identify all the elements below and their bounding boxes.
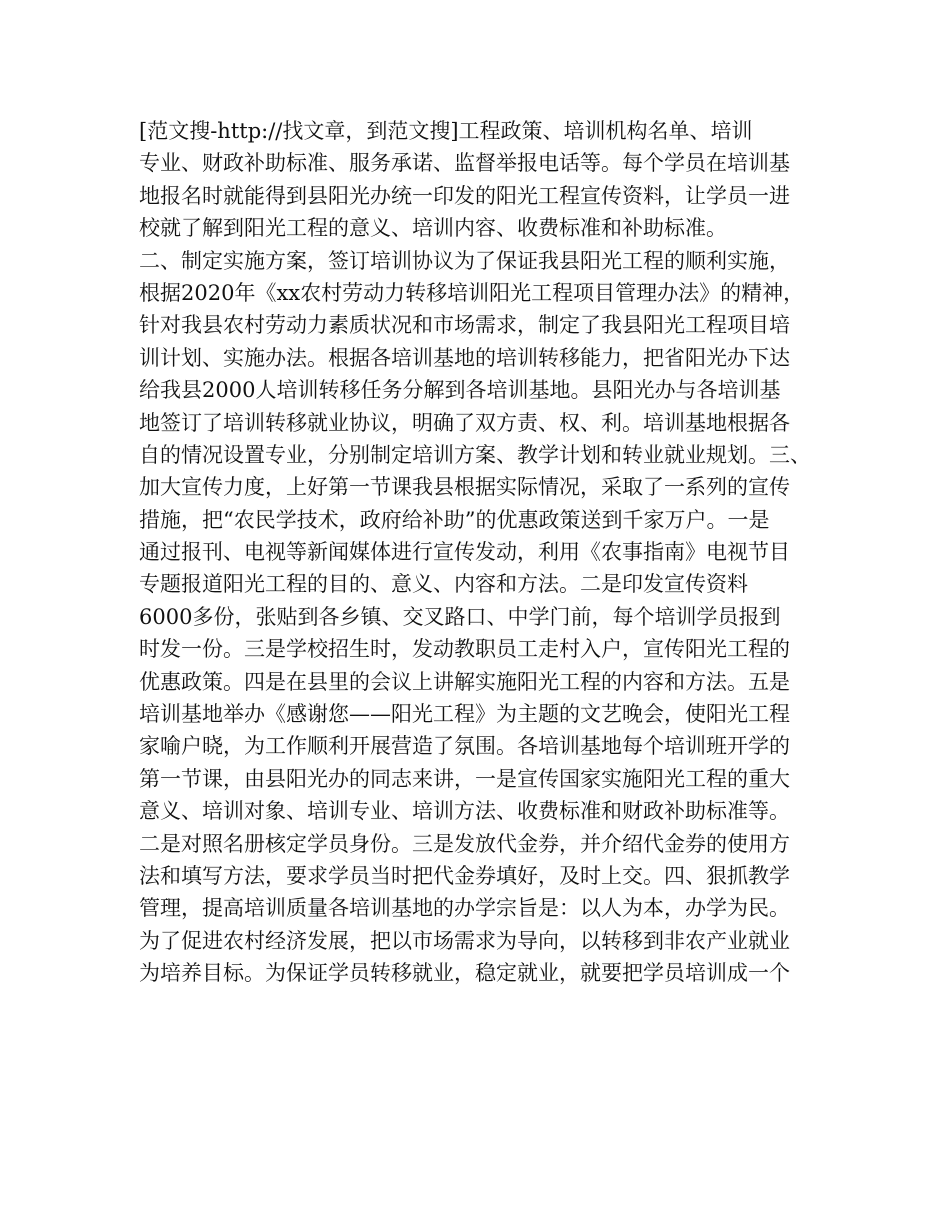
text-line: 为了促进农村经济发展，把以市场需求为导向，以转移到非农产业就业 [139, 928, 790, 953]
text-line: 二是对照名册核定学员身份。三是发放代金券，并介绍代金券的使用方 [139, 831, 790, 856]
text-line: 优惠政策。四是在县里的会议上讲解实施阳光工程的内容和方法。五是 [139, 669, 790, 694]
text-line: 训计划、实施办法。根据各培训基地的培训转移能力，把省阳光办下达 [139, 345, 790, 370]
text-line: 管理，提高培训质量各培训基地的办学宗旨是：以人为本，办学为民。 [139, 896, 790, 921]
text-line: 法和填写方法，要求学员当时把代金券填好，及时上交。四、狠抓教学 [139, 863, 790, 888]
text-line: 家喻户晓，为工作顺利开展营造了氛围。各培训基地每个培训班开学的 [139, 734, 790, 759]
text-line: 给我县2000人培训转移任务分解到各培训基地。县阳光办与各培训基 [139, 378, 781, 403]
text-line: 意义、培训对象、培训专业、培训方法、收费标准和财政补助标准等。 [139, 799, 790, 824]
text-line: 通过报刊、电视等新闻媒体进行宣传发动，利用《农事指南》电视节目 [139, 540, 790, 565]
text-line: 校就了解到阳光工程的意义、培训内容、收费标准和补助标准。 [139, 216, 727, 241]
text-line: 6000多份，张贴到各乡镇、交叉路口、中学门前，每个培训学员报到 [139, 604, 781, 629]
text-line: 地报名时就能得到县阳光办统一印发的阳光工程宣传资料，让学员一进 [139, 183, 790, 208]
body-text [139, 115, 829, 990]
text-line: 地签订了培训转移就业协议，明确了双方责、权、利。培训基地根据各 [139, 410, 790, 435]
text-line: 二、制定实施方案，签订培训协议为了保证我县阳光工程的顺利实施， [139, 248, 790, 273]
text-line: 培训基地举办《感谢您——阳光工程》为主题的文艺晚会，使阳光工程 [139, 702, 790, 727]
text-line: 加大宣传力度，上好第一节课我县根据实际情况，采取了一系列的宣传 [139, 475, 790, 500]
text-line: 为培养目标。为保证学员转移就业，稳定就业，就要把学员培训成一个 [139, 961, 790, 986]
text-line: 第一节课，由县阳光办的同志来讲，一是宣传国家实施阳光工程的重大 [139, 766, 790, 791]
text-line: 措施，把“农民学技术，政府给补助”的优惠政策送到千家万户。一是 [139, 507, 770, 532]
text-line: 专题报道阳光工程的目的、意义、内容和方法。二是印发宣传资料 [139, 572, 748, 597]
text-line: 专业、财政补助标准、服务承诺、监督举报电话等。每个学员在培训基 [139, 151, 790, 176]
text-line: [范文搜-http://找文章，到范文搜]工程政策、培训机构名单、培训 [139, 119, 753, 143]
text-line: 时发一份。三是学校招生时，发动教职员工走村入户，宣传阳光工程的 [139, 637, 790, 662]
text-line: 根据2020年《xx农村劳动力转移培训阳光工程项目管理办法》的精神， [139, 280, 805, 305]
text-line: 针对我县农村劳动力素质状况和市场需求，制定了我县阳光工程项目培 [139, 313, 790, 338]
text-line: 自的情况设置专业，分别制定培训方案、教学计划和转业就业规划。三、 [139, 442, 811, 467]
